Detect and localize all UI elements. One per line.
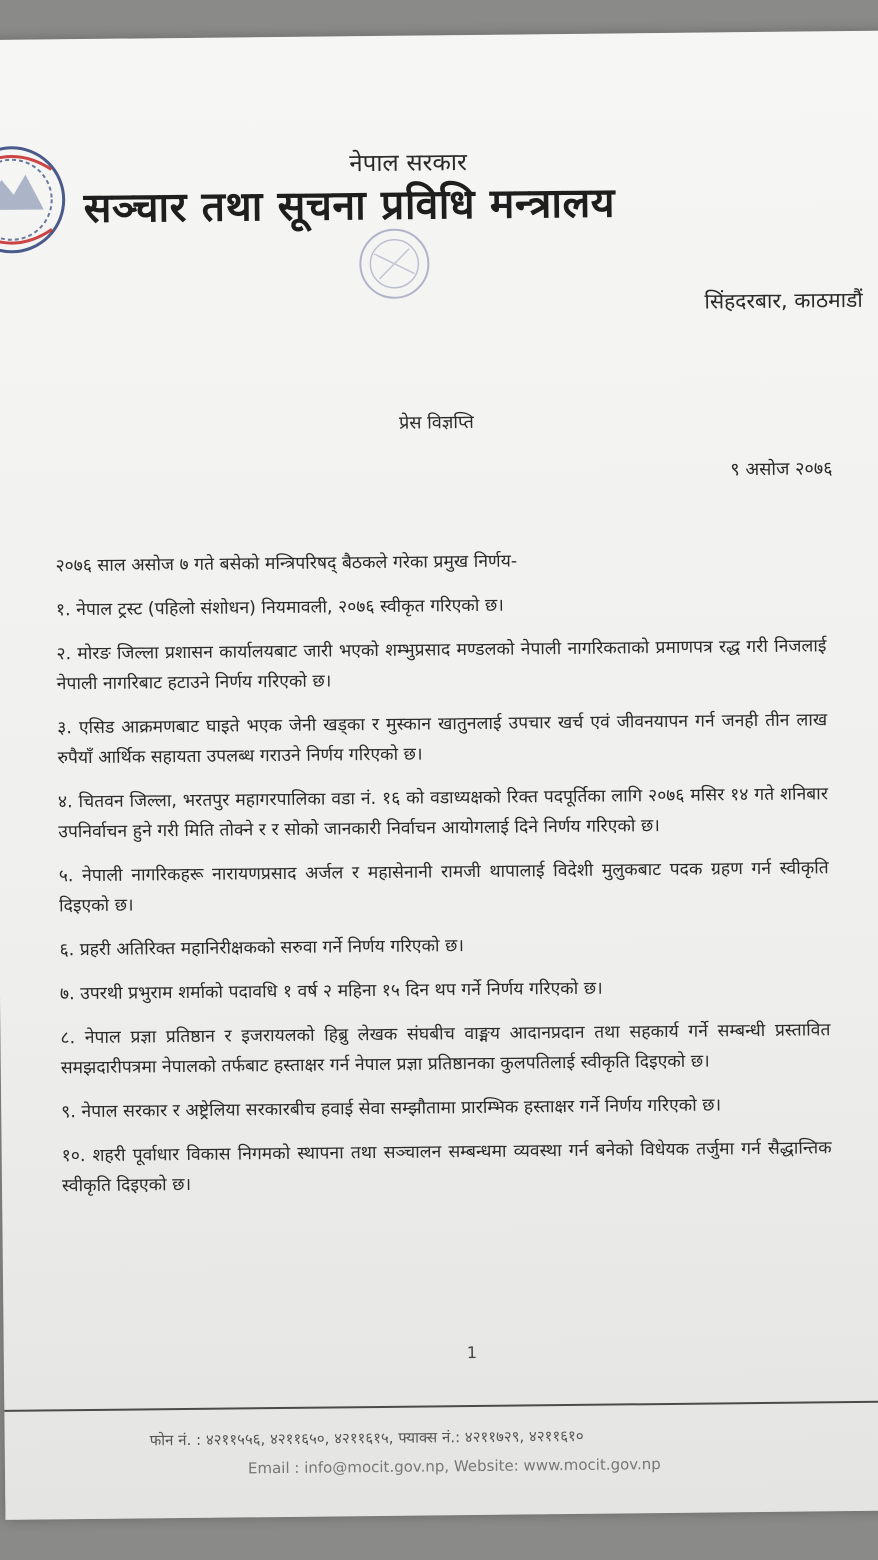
document-body: [55, 543, 832, 1215]
official-stamp-icon: [344, 223, 445, 304]
decision-item: १०. शहरी पूर्वाधार विकास निगमको स्थापना तथा सञ्चालन सम्बन्धमा व्यवस्था गर्न बनेको विधेयक तर्जुमा गर्न सैद्धान्तिक स्वीकृति दिइएको छ।: [61, 1138, 832, 1197]
document-title: प्रेस विज्ञप्ति: [398, 411, 474, 434]
government-name: नेपाल सरकार: [349, 148, 468, 178]
letter-paper: [0, 31, 878, 1520]
page-number: 1: [466, 1342, 478, 1363]
ministry-name: सञ्चार तथा सूचना प्रविधि मन्त्रालय: [83, 178, 616, 233]
footer-divider: [4, 1401, 878, 1412]
decision-item: ६. प्रहरी अतिरिक्त महानिरीक्षकको सरुवा गर्ने निर्णय गरिएको छ।: [59, 936, 465, 961]
footer-email-website: Email : info@mocit.gov.np, Website: www.mocit.gov.np: [247, 1455, 661, 1478]
nepal-emblem-icon: [0, 139, 72, 260]
decision-item: ७. उपरथी प्रभुराम शर्माको पदावधि १ वर्ष २ महिना १५ दिन थप गर्ने निर्णय गरिएको छ।: [59, 978, 603, 1005]
decision-item: १. नेपाल ट्रस्ट (पहिलो संशोधन) नियमावली, २०७६ स्वीकृत गरिएको छ।: [55, 595, 504, 621]
intro-paragraph: २०७६ साल असोज ७ गते बसेको मन्त्रिपरिषद् बैठकले गरेका प्रमुख निर्णय-: [55, 551, 518, 577]
decision-item: ४. चितवन जिल्ला, भरतपुर महागरपालिका वडा नं. १६ को वडाध्यक्षको रिक्त पदपूर्तिका लागि २०७६ मसिर १४ गते शनिबार उपनिर्वाचन हुने गरी मिति तोक्ने र र सोको जानकारी निर्वाचन आयोगलाई दिने निर्णय गरिएको छ।: [57, 784, 829, 843]
decision-item: ५. नेपाली नागरिकहरू नारायणप्रसाद अर्जल र महासेनानी रामजी थापालाई विदेशी मुलुकबाट पदक ग्रहण गर्न स्वीकृति दिइएको छ।: [58, 858, 829, 917]
document-date: ९ असोज २०७६: [730, 458, 833, 481]
decision-item: ८. नेपाल प्रज्ञा प्रतिष्ठान र इजरायलको हिब्रु लेखक संघबीच वाङ्मय आदानप्रदान तथा सहकार्य गर्ने सम्बन्धी प्रस्तावित समझदारीपत्रमा नेपालको तर्फबाट हस्ताक्षर गर्न नेपाल प्रज्ञा प्रतिष्ठानका कुलपतिलाई स्वीकृति दिइएको छ।: [60, 1020, 831, 1079]
office-address: सिंहदरबार, काठमाडौं: [704, 287, 863, 314]
footer-phone: फोन नं. : ४२११५५६, ४२११६५०, ४२११६१५, फ्याक्स नं.: ४२११७२९, ४२११६१०: [149, 1426, 584, 1450]
decision-item: २. मोरङ जिल्ला प्रशासन कार्यालयबाट जारी भएको शम्भुप्रसाद मण्डलको नेपाली नागरिकताको प्रमाणपत्र रद्ध गरी निजलाई नेपाली नागरिबाट हटाउने निर्णय गरिएको छ।: [56, 636, 827, 695]
decision-item: ९. नेपाल सरकार र अष्ट्रेलिया सरकारबीच हवाई सेवा सम्झौतामा प्रारम्भिक हस्ताक्षर गर्ने निर्णय गरिएको छ।: [61, 1095, 722, 1123]
decision-item: ३. एसिड आक्रमणबाट घाइते भएक जेनी खड्का र मुस्कान खातुनलाई उपचार खर्च एवं जीवनयापन गर्न जनही तीन लाख रुपैयाँ आर्थिक सहायता उपलब्ध गराउने निर्णय गरिएको छ।: [57, 710, 828, 769]
